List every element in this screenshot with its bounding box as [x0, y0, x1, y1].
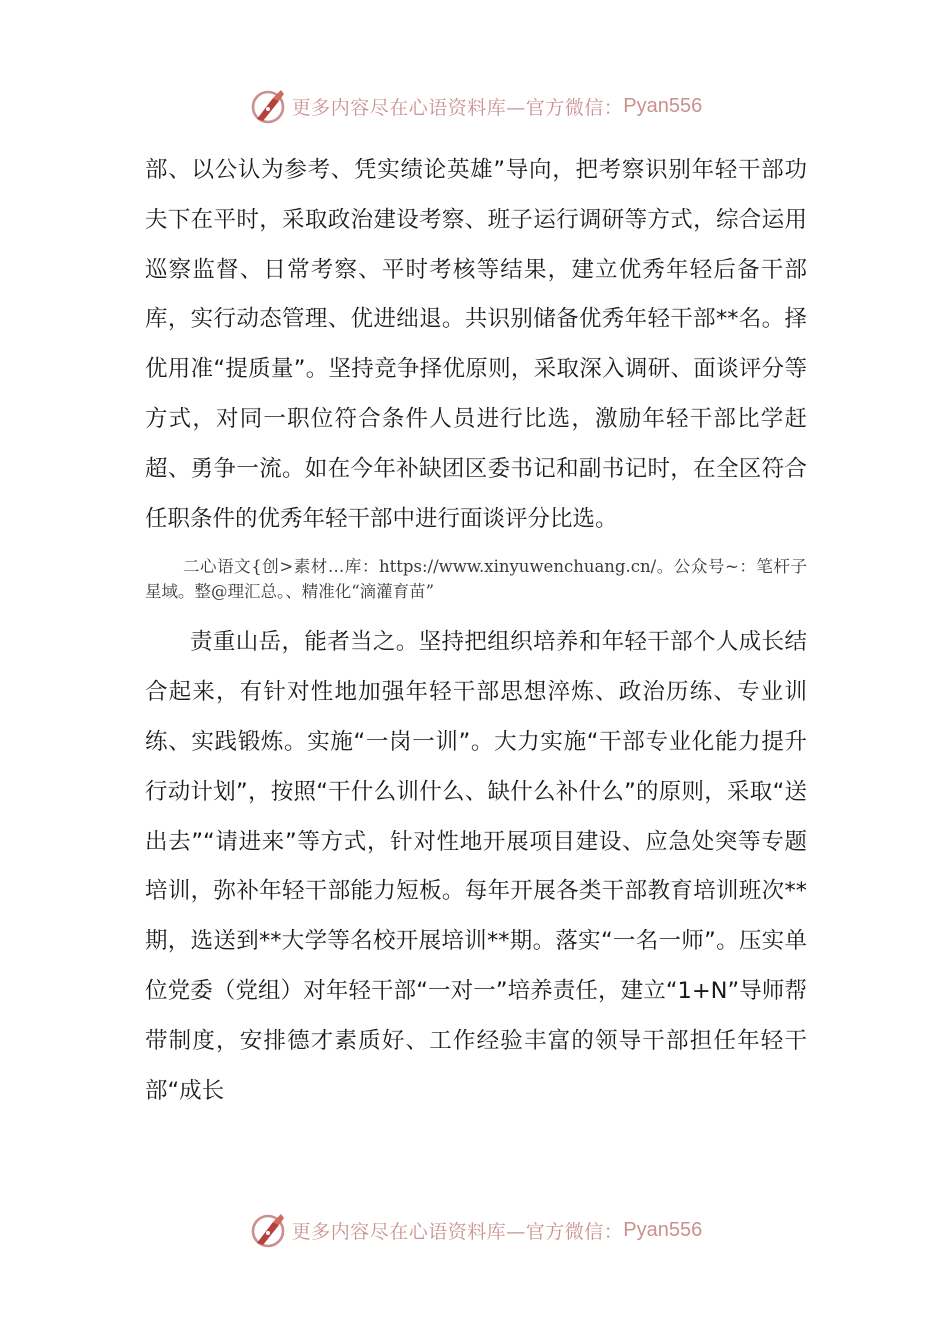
footer-wechat-id: Pyan556 — [623, 1218, 703, 1241]
body-paragraph-2: 责重山岳，能者当之。坚持把组织培养和年轻干部个人成长结合起来，有针对性地加强年轻干部思想淬炼、政治历练、专业训练、实践锻炼。实施“一岗一训”。大力实施“干部专业化能力提升行动计划”，按照“干什么训什么、缺什么补什么”的原则，采取“送出去”“请进来”等方式，针对性地开展项目建设、应急处突等专题培训，弥补年轻干部能力短板。每年开展各类干部教育培训班次**期，选送到**大学等名校开展培训**期。落实“一名一师”。压实单位党委（党组）对年轻干部“一对一”培养责任，建立“1+N”导师帮带制度，安排德才素质好、工作经验丰富的领导干部担任年轻干部“成长 — [145, 629, 807, 1104]
header-banner — [0, 84, 950, 128]
document-body — [145, 146, 807, 1116]
footer-banner — [0, 1208, 950, 1252]
body-paragraph-1: 部、以公认为参考、凭实绩论英雄”导向，把考察识别年轻干部功夫下在平时，采取政治建设考察、班子运行调研等方式，综合运用巡察监督、日常考察、平时考核等结果，建立优秀年轻后备干部库，实行动态管理、优进绌退。共识别储备优秀年轻干部**名。择优用准“提质量”。坚持竞争择优原则，采取深入调研、面谈评分等方式，对同一职位符合条件人员进行比选，激励年轻干部比学赶超、勇争一流。如在今年补缺团区委书记和副书记时，在全区符合任职条件的优秀年轻干部中进行面谈评分比选。 — [145, 157, 807, 532]
header-wechat-id: Pyan556 — [623, 94, 703, 117]
source-note: 二心语文{创>素材…库：https://www.xinyuwenchuang.cn/。公众号~：笔杆子星域。整@理汇总。、精准化“滴灌育苗” — [145, 557, 807, 602]
header-banner-text: 更多内容尽在心语资料库—官方微信： — [291, 96, 624, 119]
pen-nib-logo-icon — [248, 1210, 288, 1250]
pen-nib-logo-icon — [248, 86, 288, 126]
footer-banner-text: 更多内容尽在心语资料库—官方微信： — [291, 1220, 624, 1243]
